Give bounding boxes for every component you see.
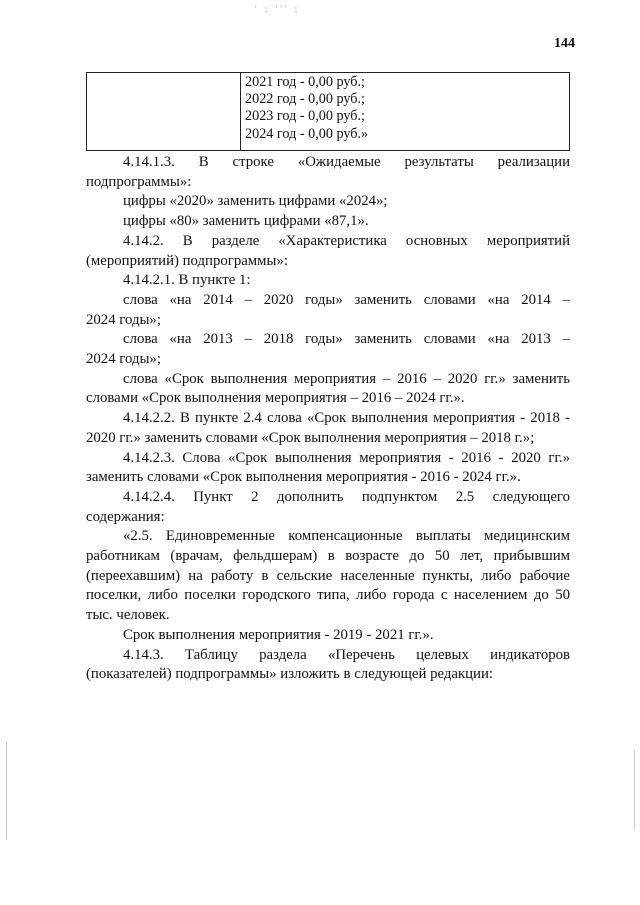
funding-line-2022: 2022 год - 0,00 руб.;: [245, 91, 366, 108]
paragraph-words-2014: [86, 291, 570, 330]
table-row: [87, 73, 570, 151]
text-line: поселки, либо поселки городского типа, либо города с населением до 50: [86, 587, 570, 604]
paragraph-4-14-3: [86, 646, 570, 685]
paragraph-words-term: [86, 370, 570, 409]
paragraph-4-14-1-3: [86, 153, 570, 192]
text-line: содержания:: [86, 508, 165, 525]
paragraph-digits-2020: цифры «2020» заменить цифрами «2024»;: [123, 193, 388, 210]
page-number: 144: [554, 36, 575, 51]
text-line: 4.14.2.4. Пункт 2 дополнить подпунктом 2.5 следующего: [123, 488, 570, 505]
paragraph-4-14-2: [86, 232, 570, 271]
document-body: [86, 153, 570, 685]
paragraph-4-14-2-4: [86, 488, 570, 527]
text-line: слова «Срок выполнения мероприятия – 2016 – 2020 гг.» заменить: [123, 370, 570, 387]
text-line: 2024 годы»;: [86, 351, 161, 368]
text-line: 2024 годы»;: [86, 311, 161, 328]
scan-edge-mark: [6, 742, 7, 840]
paragraph-4-14-2-2: [86, 409, 570, 448]
text-line: 2020 гг.» заменить словами «Срок выполнения мероприятия – 2018 г.»;: [86, 429, 535, 446]
text-line: (мероприятий) подпрограммы»:: [86, 252, 288, 269]
paragraph-4-14-2-1: 4.14.2.1. В пункте 1:: [123, 272, 251, 289]
text-line: 4.14.3. Таблицу раздела «Перечень целевых индикаторов: [123, 646, 570, 663]
table-cell-funding: [241, 73, 570, 151]
funding-line-2023: 2023 год - 0,00 руб.;: [245, 108, 366, 125]
text-line: подпрограммы»:: [86, 173, 192, 190]
paragraph-digits-80: цифры «80» заменить цифрами «87,1».: [123, 213, 369, 230]
funding-line-2024: 2024 год - 0,00 руб.»: [245, 125, 369, 142]
scan-artifact: ' : ''' ;: [255, 4, 301, 14]
text-line: (показателей) подпрограммы» изложить в следующей редакции:: [86, 666, 494, 683]
paragraph-4-14-2-3: [86, 449, 570, 488]
funding-line-2021: 2021 год - 0,00 руб.;: [245, 74, 366, 90]
text-line: тыс. человек.: [86, 607, 170, 624]
text-line: заменить словами «Срок выполнения мероприятия - 2016 - 2024 гг.».: [86, 469, 521, 486]
funding-table: [86, 72, 570, 151]
paragraph-2-5-quote: [86, 527, 570, 626]
text-line: словами «Срок выполнения мероприятия – 2016 – 2024 гг.».: [86, 390, 465, 407]
paragraph-term-2019: Срок выполнения мероприятия - 2019 - 2021 гг.».: [123, 626, 434, 643]
table-cell-empty: [87, 73, 241, 151]
text-line: 4.14.2.2. В пункте 2.4 слова «Срок выполнения мероприятия - 2018 -: [123, 410, 570, 427]
text-line: 4.14.1.3. В строке «Ожидаемые результаты реализации: [123, 154, 570, 170]
text-line: работникам (врачам, фельдшерам) в возрасте до 50 лет, прибывшим: [86, 548, 570, 565]
scan-edge-mark: [634, 750, 635, 830]
text-line: 4.14.2. В разделе «Характеристика основных мероприятий: [123, 232, 570, 249]
text-line: 4.14.2.3. Слова «Срок выполнения мероприятия - 2016 - 2020 гг.»: [123, 449, 570, 466]
paragraph-words-2013: [86, 330, 570, 369]
text-line: (переехавшим) на работу в сельские населенные пункты, либо рабочие: [86, 567, 570, 584]
text-line: «2.5. Единовременные компенсационные выплаты медицинским: [123, 528, 570, 545]
text-line: слова «на 2013 – 2018 годы» заменить словами «на 2013 –: [123, 331, 570, 348]
text-line: слова «на 2014 – 2020 годы» заменить словами «на 2014 –: [123, 291, 570, 308]
